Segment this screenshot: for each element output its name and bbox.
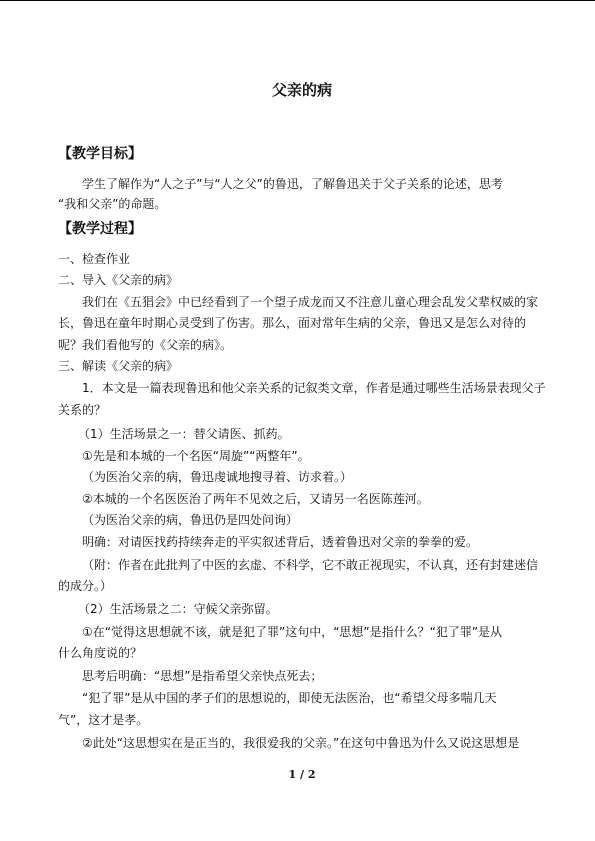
paragraph-line: 的成分。） (58, 579, 113, 593)
paragraph-line: 一、检查作业 (58, 252, 131, 266)
paragraph-line: 什么角度说的？ (58, 646, 143, 660)
paragraph-line: （附：作者在此批判了中医的玄虚、不科学，它不敢正视现实，不认真，还有封建迷信 (82, 558, 539, 572)
paragraph-line: （2）生活场景之二：守候父亲弥留。 (78, 602, 278, 616)
paragraph-line: ①先是和本城的一个名医“周旋”“两整年”。 (82, 449, 310, 463)
paragraph-line: 呢？我们看他写的《父亲的病》。 (58, 338, 233, 352)
page-number: 1 / 2 (288, 768, 316, 781)
paragraph-line: ①在“觉得这思想就不该，就是犯了罪”这句中，“思想”是指什么？“犯了罪”是从 (82, 625, 503, 639)
paragraph-line: （为医治父亲的病，鲁迅仍是四处问询） (82, 513, 299, 527)
paragraph-line: 学生了解作为“人之子”与“人之父”的鲁迅，了解鲁迅关于父子关系的论述，思考 (82, 177, 503, 191)
paragraph-line: ②此处“这思想实在是正当的，我很爱我的父亲。”在这句中鲁迅为什么又说这思想是 (82, 736, 520, 750)
paragraph-line: 思考后明确：“思想”是指希望父亲快点死去； (82, 669, 323, 683)
paragraph-line: 关系的？ (58, 403, 107, 417)
paragraph-line: 气”，这才是孝。 (58, 713, 149, 727)
paragraph-line: 二、导入《父亲的病》 (58, 273, 179, 287)
paragraph-line: “我和父亲”的命题。 (58, 197, 167, 211)
section-heading-goals: 【教学目标】 (58, 146, 142, 162)
top-rule (0, 0, 595, 1)
section-heading-process: 【教学过程】 (58, 221, 142, 237)
paragraph-line: （为医治父亲的病，鲁迅虔诚地搜寻着、访求着。） (82, 470, 353, 484)
document-title: 父亲的病 (271, 81, 332, 99)
paragraph-line: 明确：对请医找药持续奔走的平实叙述背后，透着鲁迅对父亲的拳拳的爱。 (82, 535, 479, 549)
paragraph-line: 长，鲁迅在童年时期心灵受到了伤害。那么，面对常年生病的父亲，鲁迅又是怎么对待的 (58, 316, 527, 330)
paragraph-line: 1．本文是一篇表现鲁迅和他父亲关系的记叙类文章，作者是通过哪些生活场景表现父子 (82, 381, 546, 395)
paragraph-line: （1）生活场景之一：替父请医、抓药。 (78, 427, 290, 441)
paragraph-line: 我们在《五猖会》中已经看到了一个望子成龙而又不注意儿童心理会乱发父辈权威的家 (82, 295, 539, 309)
paragraph-line: 三、解读《父亲的病》 (58, 359, 179, 373)
paragraph-line: “犯了罪”是从中国的孝子们的思想说的，即使无法医治，也“希望父母多喘几天 (82, 691, 497, 705)
paragraph-line: ②本城的一个名医医治了两年不见效之后，又请另一名医陈莲河。 (82, 492, 429, 506)
